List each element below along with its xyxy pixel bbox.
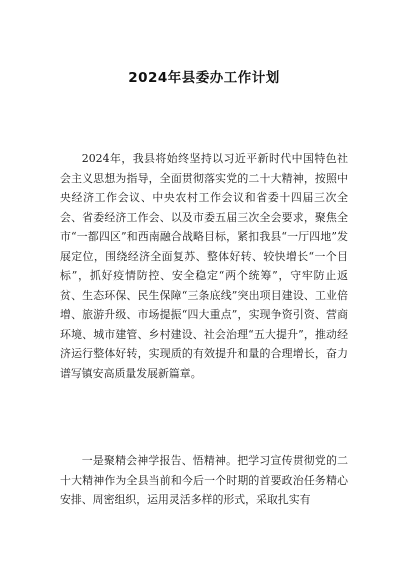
document-title: 2024年县委办工作计划 — [128, 70, 280, 86]
paragraph-study-report: 一是聚精会神学报告、悟精神。把学习宣传贯彻党的二十大精神作为全县当前和今后一个时期的首要政治任务精心安排、周密组织，运用灵活多样的形式，采取扎实有 — [60, 454, 348, 506]
paragraph-intro: 2024年，我县将始终坚持以习近平新时代中国特色社会主义思想为指导，全面贯彻落实党的二十大精神，按照中央经济工作会议、中央农村工作会议和省委十四届三次全会、省委经济工作会、以及市委五届三次全会要求，聚焦全市“一都四区”和西南融合战略目标，紧扣我县“一厅四地”发展定位，围绕经济全面复苏、整体好转、较快增长“一个目标”，抓好疫情防控、安全稳定“两个统筹”，守牢防止返贫、生态环保、民生保障“三条底线”突出项目建设、工业倍增、旅游升级、市场提振“四大重点”，实现争资引资、营商环境、城市建管、乡村建设、社会治理“五大提升”，推动经济运行整体好转，实现质的有效提升和量的合理增长，奋力谱写镇安高质量发展新篇章。 — [60, 152, 348, 380]
